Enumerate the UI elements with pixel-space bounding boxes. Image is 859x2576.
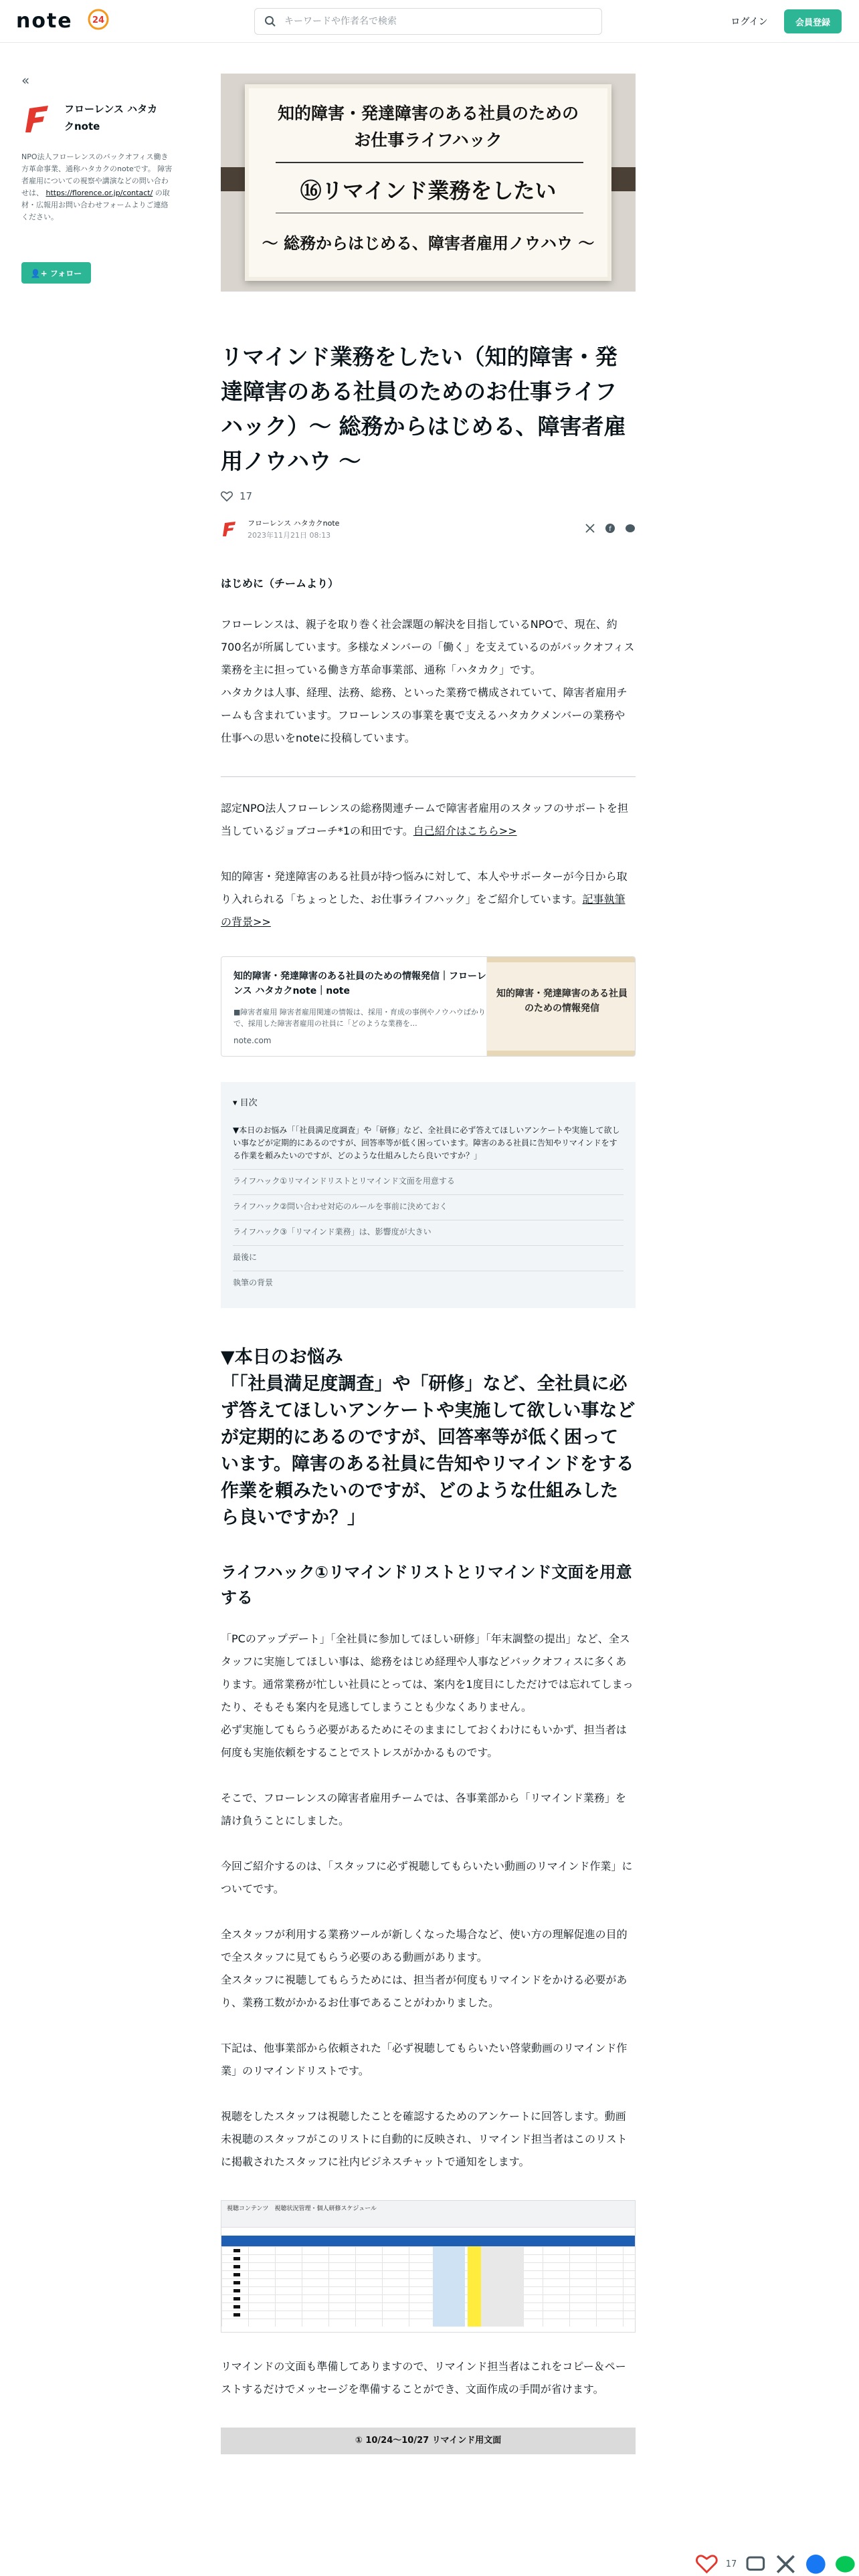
embed-url: note.com [233,1036,272,1045]
author-paragraph-2-text: 知的障害・発達障害のある社員が持つ悩みに対して、本人やサポーターが今日から取り入れられる「ちょっとした、お仕事ライフハック」をご紹介しています。 [221,870,628,905]
author-name[interactable]: フローレンス ハタカクnote [248,519,340,528]
creator-description-text-2: の取材・広報用お問い合わせフォームよりご連絡ください。 [21,189,170,221]
hack1-paragraph: 下記は、他事業部から依頼された「必ず視聴してもらいたい啓蒙動画のリマインド作業」のリマインドリストです。 [221,2042,628,2077]
creator-description-text: NPO法人フローレンスのバックオフィス働き方革命事業、通称ハタカクのnoteです。 障害者雇用についての視察や講演などの問い合わせは、 [21,152,173,197]
spreadsheet-title: 視聴コンテンツ 視聴状況管理・個人研修スケジュール [227,2206,377,2212]
svg-text:f: f [609,526,611,533]
toc-item[interactable]: ライフハック②問い合わせ対応のルールを事前に決めておく [233,1195,624,1220]
contact-link[interactable]: https://florence.or.jp/contact/ [45,189,153,197]
author-paragraph-1-text: 認定NPO法人フローレンスの総務関連チームで障害者雇用のスタッフのサポートを担当しているジョブコーチ*1の和田です。 [221,802,629,837]
heart-icon[interactable] [221,491,233,502]
hero-line1b: お仕事ライフハック [354,130,502,150]
spreadsheet-header-row [221,2236,635,2246]
x-share-icon[interactable] [585,523,595,534]
creator-name[interactable]: フローレンス ハタカクnote [64,103,158,132]
background-link[interactable]: 記事執筆の背景>> [221,893,626,928]
like-count[interactable]: 17 [240,490,253,502]
hero-board [245,84,611,281]
follow-label: フォロー [50,268,82,278]
hack1-paragraph: 視聴をしたスタッフは視聴したことを確認するためのアンケートに回答します。動画未視聴のスタッフがこのリストに自動的に反映され、リマインド担当者はこのリストに掲載されたスタッフに社内ビジネスチャットで通知をします。 [221,2110,628,2168]
signup-button[interactable]: 会員登録 [784,9,842,33]
embed-description: ■障害者雇用 障害者雇用関連の情報は、採用・育成の事例やノウハウばかりで、採用した障害者雇用の社員に「どのような業務を… [233,1008,486,1028]
collapse-sidebar-icon[interactable]: « [21,72,30,88]
author-paragraph-1 [221,797,636,843]
self-intro-link[interactable]: 自己紹介はこちら>> [413,825,517,837]
bottom-like-count[interactable]: 17 [725,2559,737,2569]
hack1-paragraph: 今回ご紹介するのは、「スタッフに必ず視聴してもらいたい動画のリマインド作業」についてです。 [221,1860,633,1895]
reminder-banner-label: ① 10/24〜10/27 リマインド用文面 [355,2436,502,2446]
like-row [221,488,636,504]
worry-body: 「「社員満足度調査」や「研修」など、全社員に必ず答えてほしいアンケートや実施して欲しい事などが定期的にあるのですが、回答率等が低く困っています。障害のある社員に告知やリマインドをする作業を頼みたいのですが、どのような仕組みしたら良いですか？」 [221,1374,636,1528]
hero-divider [276,162,583,163]
search-icon [264,15,276,27]
anniversary-mark-icon [87,8,110,31]
hack1-paragraph: リマインドの文面も準備してありますので、リマインド担当者はこれをコピー＆ペーストするだけでメッセージを準備することができ、文面作成の手間が省けます。 [221,2360,626,2395]
comment-icon[interactable] [745,2553,767,2575]
x-share-icon[interactable] [775,2553,797,2575]
creator-description [21,151,175,223]
spreadsheet-grid [221,2246,635,2327]
facebook-share-icon[interactable] [805,2553,827,2575]
redacted-cells [233,2249,240,2321]
embed-thumbnail-text: 知的障害・発達障害のある社員のための情報発信 [496,988,628,1014]
hack1-paragraph: 全スタッフに視聴してもらうためには、担当者が何度もリマインドをかける必要があり、業務工数がかかるお仕事であることがわかりました。 [221,1973,628,2009]
divider [221,776,636,777]
author-paragraph-2 [221,865,636,934]
author-avatar[interactable] [221,519,241,539]
publish-date: 2023年11月21日 08:13 [248,531,331,540]
hack1-paragraph: 「PCのアップデート」「全社員に参加してほしい研修」「年末調整の提出」など、全スタッフに実施してほしい事は、総務をはじめ経理や人事などバックオフィスに多くあります。通常業務が忙しい社員にとっては、案内を1度目にしただけでは忘れてしまったり、そもそも案内を見逃してしまうことも少なくありません。 [221,1632,634,1713]
hero-line1a: 知的障害・発達障害のある社員のための [277,104,579,123]
toc-item[interactable]: ライフハック③「リマインド業務」は、影響度が大きい [233,1220,624,1246]
toc-item[interactable]: 最後に [233,1246,624,1271]
intro-paragraph-2: ハタカクは人事、経理、法務、総務、といった業務で構成されていて、障害者雇用チームも含まれています。フローレンスの事業を裏で支えるハタカクメンバーの業務や仕事への思いをnoteに投稿しています。 [221,686,628,744]
spreadsheet-screenshot [221,2200,636,2333]
toc-heading-label: 目次 [240,1098,258,1108]
share-buttons [585,523,636,534]
table-of-contents [221,1082,636,1308]
line-share-icon[interactable] [625,523,636,534]
worry-head: ▼本日のお悩み [221,1347,343,1368]
floating-action-bar [696,2556,856,2572]
article-title: リマインド業務をしたい（知的障害・発達障害のある社員のためのお仕事ライフハック）～ 総務からはじめる、障害者雇用ノウハウ ～ [221,344,626,474]
hack1-paragraph: そこで、フローレンスの障害者雇用チームでは、各事業部から「リマインド業務」を請け負うことにしました。 [221,1792,626,1827]
creator-avatar[interactable] [21,100,59,138]
svg-text:24: 24 [92,15,105,25]
worry-heading [221,1344,636,1531]
facebook-share-icon[interactable] [605,523,615,534]
hero-line2: ⑯リマインド業務をしたい [300,178,557,203]
hero-image [221,74,636,292]
embed-thumbnail [486,957,635,1056]
reminder-text-banner [221,2428,636,2454]
site-header [0,0,859,43]
toc-item[interactable]: ライフハック①リマインドリストとリマインド文面を用意する [233,1170,624,1195]
link-embed-card[interactable] [221,956,636,1057]
hero-line1 [249,100,607,154]
embed-title: 知的障害・発達障害のある社員のための情報発信｜フローレンス ハタカクnote｜note [233,971,486,996]
follow-button[interactable] [21,262,91,284]
spreadsheet-toolbar [221,2201,635,2228]
search-input[interactable] [284,9,592,34]
person-plus-icon: 👤+ [30,268,47,278]
hero-line3: ～ 総務からはじめる、障害者雇用ノウハウ ～ [262,234,595,253]
toc-item[interactable]: 執筆の背景 [233,1278,274,1287]
toc-heading[interactable]: ▾ 目次 [233,1098,258,1108]
login-button[interactable]: ログイン [723,9,776,33]
intro-heading: はじめに（チームより） [221,577,339,590]
heart-icon[interactable] [696,2554,718,2573]
hack1-heading: ライフハック①リマインドリストとリマインド文面を用意する [221,1563,632,1607]
hack1-paragraph: 全スタッフが利用する業務ツールが新しくなった場合など、使い方の理解促進の目的で全スタッフに見てもらう必要のある動画があります。 [221,1928,628,1963]
search-box[interactable] [254,8,602,35]
hack1-paragraph: 必ず実施してもらう必要があるためにそのままにしておくわけにもいかず、担当者は何度も実施依頼をすることでストレスがかかるものです。 [221,1723,627,1759]
note-logo[interactable]: note [16,9,73,33]
hero-bar-right [607,167,636,191]
article-column [221,74,636,2454]
toc-item[interactable]: ▼本日のお悩み「「社員満足度調査」や「研修」など、全社員に必ず答えてほしいアンケートや実施して欲しい事などが定期的にあるのですが、回答率等が低く困っています。障害のある社員に告知やリマインドをする作業を頼みたいのですが、どのような仕組みしたら良いですか？」 [233,1119,624,1170]
line-share-icon[interactable] [834,2553,856,2575]
author-row [221,516,636,543]
intro-paragraph-1: フローレンスは、親子を取り巻く社会課題の解決を目指しているNPOで、現在、約700名が所属しています。多様なメンバーの「働く」を支えているのがバックオフィス業務を主に担っている働き方革命事業部、通称「ハタカク」です。 [221,618,635,676]
